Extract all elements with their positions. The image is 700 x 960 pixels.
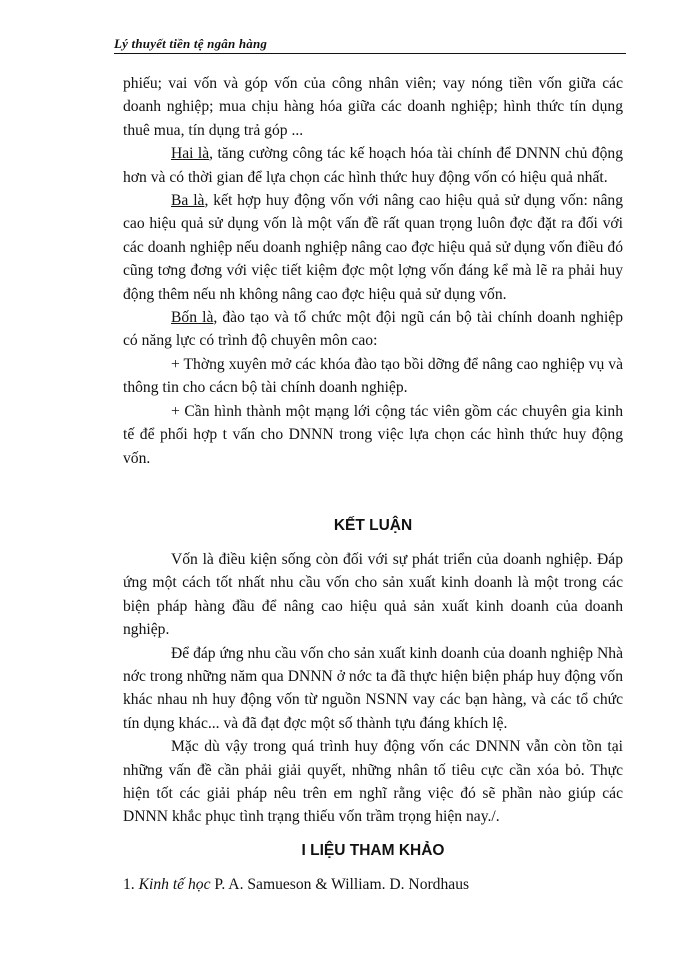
document-body: [123, 72, 623, 896]
paragraph-ba-la: [123, 189, 623, 306]
lead-hai-la: Hai là: [171, 145, 210, 163]
reference-number: 1.: [123, 875, 135, 893]
paragraph-continuation: phiếu; vai vốn và góp vốn của công nhân viên; vay nóng tiền vốn giữa các doanh nghiệp; mua chịu hàng hóa giữa các doanh nghiệp; hình thức tín dụng thuê mua, tín dụng trả góp ...: [123, 75, 623, 139]
reference-authors: P. A. Samueson & William. D. Nordhaus: [214, 875, 470, 893]
reference-item-1: [123, 873, 623, 896]
conclusion-paragraph-3: Mặc dù vậy trong quá trình huy động vốn các DNNN vẫn còn tồn tại những vấn đề cần phải giải quyết, những nhân tố tiêu cực cần xóa bỏ. Thực hiện tốt các giải pháp nêu trên em nghĩ rằng việc đó sẽ phần nào giúp các DNNN khắc phục tình trạng thiếu vốn trầm trọng hiện nay./.: [123, 738, 623, 826]
bullet-network: + Cần hình thành một mạng lới cộng tác viên gồm các chuyên gia kinh tế để phối hợp t vấn cho DNNN trong việc lựa chọn các hình thức huy động vốn.: [123, 402, 623, 467]
conclusion-paragraph-1: Vốn là điều kiện sống còn đối với sự phát triển của doanh nghiệp. Đáp ứng một cách tốt nhất nhu cầu vốn cho sản xuất kinh doanh là một trong các biện pháp hàng đầu để nâng cao hiệu quả sản xuất kinh doanh của doanh nghiệp.: [123, 550, 623, 639]
section-gap: [123, 492, 623, 514]
conclusion-heading: KẾT LUẬN: [333, 516, 413, 534]
paragraph-hai-la: [123, 142, 623, 189]
bullet-training: + Thờng xuyên mở các khóa đào tạo bồi dỡng để nâng cao nghiệp vụ và thông tin cho cácn bộ tài chính doanh nghiệp.: [123, 355, 623, 397]
conclusion-paragraph-2: Để đáp ứng nhu cầu vốn cho sản xuất kinh doanh của doanh nghiệp Nhà nớc trong những năm qua DNNN ở nớc ta đã thực hiện biện pháp huy động vốn khác nhau nh huy động vốn từ nguồn NSNN vay các bạn hàng, và các tổ chức tín dụng khác... và đã đạt đợc một số thành tựu đáng khích lệ.: [123, 644, 623, 732]
lead-bon-la: Bốn là: [171, 309, 214, 327]
lead-ba-la: Ba là: [171, 192, 205, 210]
references-heading: I LIỆU THAM KHẢO: [301, 841, 445, 859]
page-header: [114, 36, 626, 52]
text-ba-la: , kết hợp huy động vốn với nâng cao hiệu quả sử dụng vốn: nâng cao hiệu quả sử dụng vốn là một vấn đề rất quan trọng luôn đợc đặt ra đối với các doanh nghiệp nếu doanh nghiệp nâng cao đợc hiệu quả sử dụng vốn điều đó cũng tơng đơng với việc tiết kiệm đợc một lợng vốn đáng kể mà lẽ ra phải huy động thêm nếu nh không nâng cao đợc hiệu quả sử dụng vốn.: [123, 192, 623, 303]
section-gap: [123, 470, 623, 492]
header-title: Lý thuyết tiền tệ ngân hàng: [114, 36, 268, 51]
text-hai-la: , tăng cường công tác kế hoạch hóa tài chính để DNNN chủ động hơn và có thời gian để lựa chọn các hình thức huy động vốn có hiệu quả nhất.: [123, 145, 623, 186]
reference-book-title: Kinh tế học: [138, 875, 211, 893]
text-bon-la: , đào tạo và tổ chức một đội ngũ cán bộ tài chính doanh nghiệp có năng lực có trình độ chuyên môn cao:: [123, 309, 623, 350]
header-rule: [114, 53, 626, 54]
paragraph-bon-la: [123, 306, 623, 353]
